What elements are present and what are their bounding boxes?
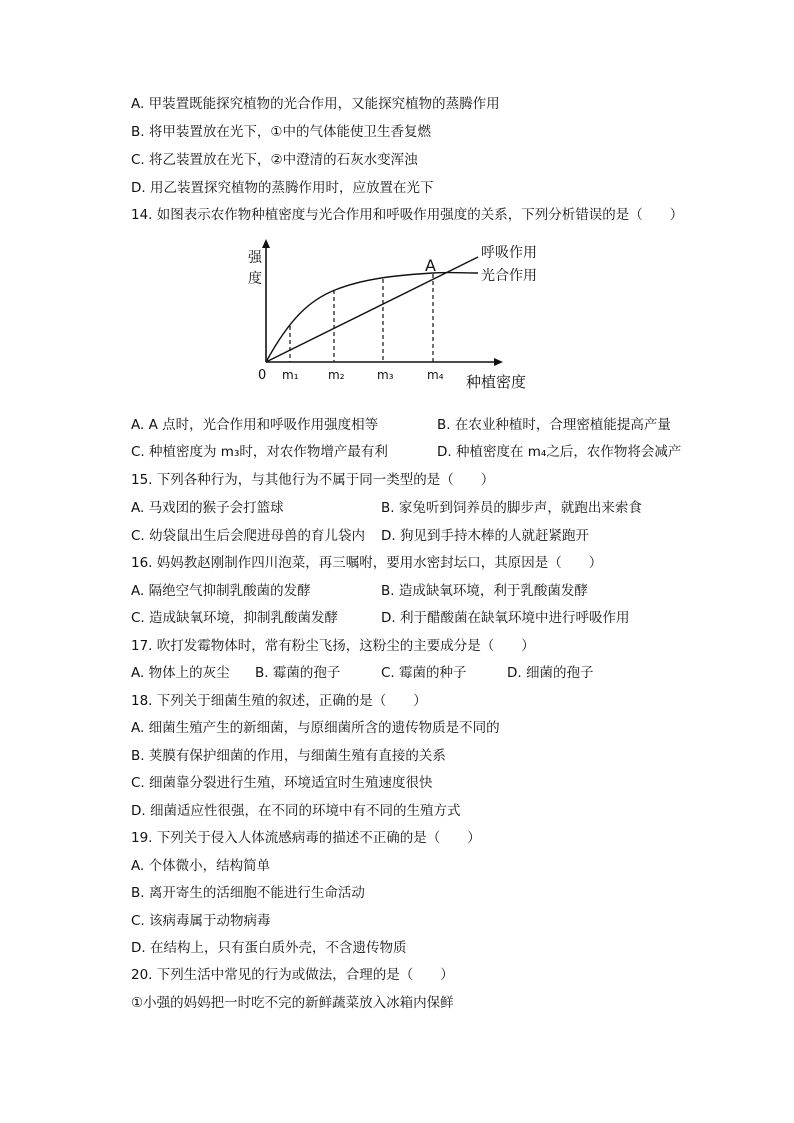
q16-option-d: D. 利于醋酸菌在缺氧环境中进行呼吸作用 [381,610,630,626]
q15-option-c: C. 幼袋鼠出生后会爬进母兽的育儿袋内 [131,528,366,544]
x-axis-arrow [494,358,503,366]
respiration-label: 呼吸作用 [481,245,537,261]
q15-stem: 15. 下列各种行为，与其他行为不属于同一类型的是（ ） [131,472,495,488]
q16-option-b: B. 造成缺氧环境，利于乳酸菌发酵 [381,583,588,599]
q19-option-d: D. 在结构上，只有蛋白质外壳，不含遗传物质 [131,940,407,956]
x-axis-label: 种植密度 [466,373,527,391]
q14-option-a: A. A 点时，光合作用和呼吸作用强度相等 [131,417,379,433]
q18-option-c: C. 细菌靠分裂进行生殖，环境适宜时生殖速度很快 [131,775,433,791]
q19-option-c: C. 该病毒属于动物病毒 [131,913,271,929]
tick-m2: m₂ [328,368,345,382]
y-axis-label-2: 度 [248,271,262,287]
q19-option-a: A. 个体微小，结构简单 [131,858,271,874]
q14-option-c: C. 种植密度为 m₃时，对农作物增产最有利 [131,444,388,460]
q19-option-b: B. 离开寄生的活细胞不能进行生命活动 [131,885,365,901]
q15-option-d: D. 狗见到手持木棒的人就赶紧跑开 [381,528,589,544]
q14-stem: 14. 如图表示农作物种植密度与光合作用和呼吸作用强度的关系，下列分析错误的是（ ） [131,207,684,223]
photosynthesis-curve [266,273,478,362]
tick-m1: m₁ [282,368,299,382]
q17-option-d: D. 细菌的孢子 [507,665,594,681]
q20-stem: 20. 下列生活中常见的行为或做法，合理的是（ ） [131,967,454,983]
q13-option-a: A. 甲装置既能探究植物的光合作用，又能探究植物的蒸腾作用 [131,96,500,112]
origin-label: 0 [258,368,267,383]
q20-item-1: ①小强的妈妈把一时吃不完的新鲜蔬菜放入冰箱内保鲜 [131,995,454,1011]
q14-option-d: D. 种植密度在 m₄之后，农作物将会减产 [437,444,682,460]
photosynthesis-label: 光合作用 [481,268,537,284]
q16-option-a: A. 隔绝空气抑制乳酸菌的发酵 [131,583,311,599]
tick-m4: m₄ [427,368,444,382]
q18-option-a: A. 细菌生殖产生的新细菌，与原细菌所含的遗传物质是不同的 [131,720,500,736]
q17-option-c: C. 霉菌的种子 [381,665,467,681]
q18-option-d: D. 细菌适应性很强，在不同的环境中有不同的生殖方式 [131,803,461,819]
q16-stem: 16. 妈妈教赵刚制作四川泡菜，再三嘱咐，要用水密封坛口，其原因是（ ） [131,555,603,571]
y-axis-label-1: 强 [248,250,262,266]
y-axis-arrow [262,239,270,248]
q17-option-b: B. 霉菌的孢子 [255,665,341,681]
q14-option-b: B. 在农业种植时，合理密植能提高产量 [437,417,671,433]
q15-option-a: A. 马戏团的猴子会打篮球 [131,500,284,516]
q19-stem: 19. 下列关于侵入人体流感病毒的描述不正确的是（ ） [131,830,481,846]
q13-option-c: C. 将乙装置放在光下，②中澄清的石灰水变浑浊 [131,152,418,168]
q17-option-a: A. 物体上的灰尘 [131,665,230,681]
q14-figure [240,238,560,396]
q13-option-b: B. 将甲装置放在光下，①中的气体能使卫生香复燃 [131,124,431,140]
q17-stem: 17. 吹打发霉物体时，常有粉尘飞扬，这粉尘的主要成分是（ ） [131,638,535,654]
q18-option-b: B. 荚膜有保护细菌的作用，与细菌生殖有直接的关系 [131,748,446,764]
point-a-label: A [425,256,436,275]
q15-option-b: B. 家兔听到饲养员的脚步声，就跑出来索食 [381,500,642,516]
q13-option-d: D. 用乙装置探究植物的蒸腾作用时，应放置在光下 [131,180,434,196]
q16-option-c: C. 造成缺氧环境，抑制乳酸菌发酵 [131,610,339,626]
tick-m3: m₃ [377,368,394,382]
q18-stem: 18. 下列关于细菌生殖的叙述，正确的是（ ） [131,693,427,709]
